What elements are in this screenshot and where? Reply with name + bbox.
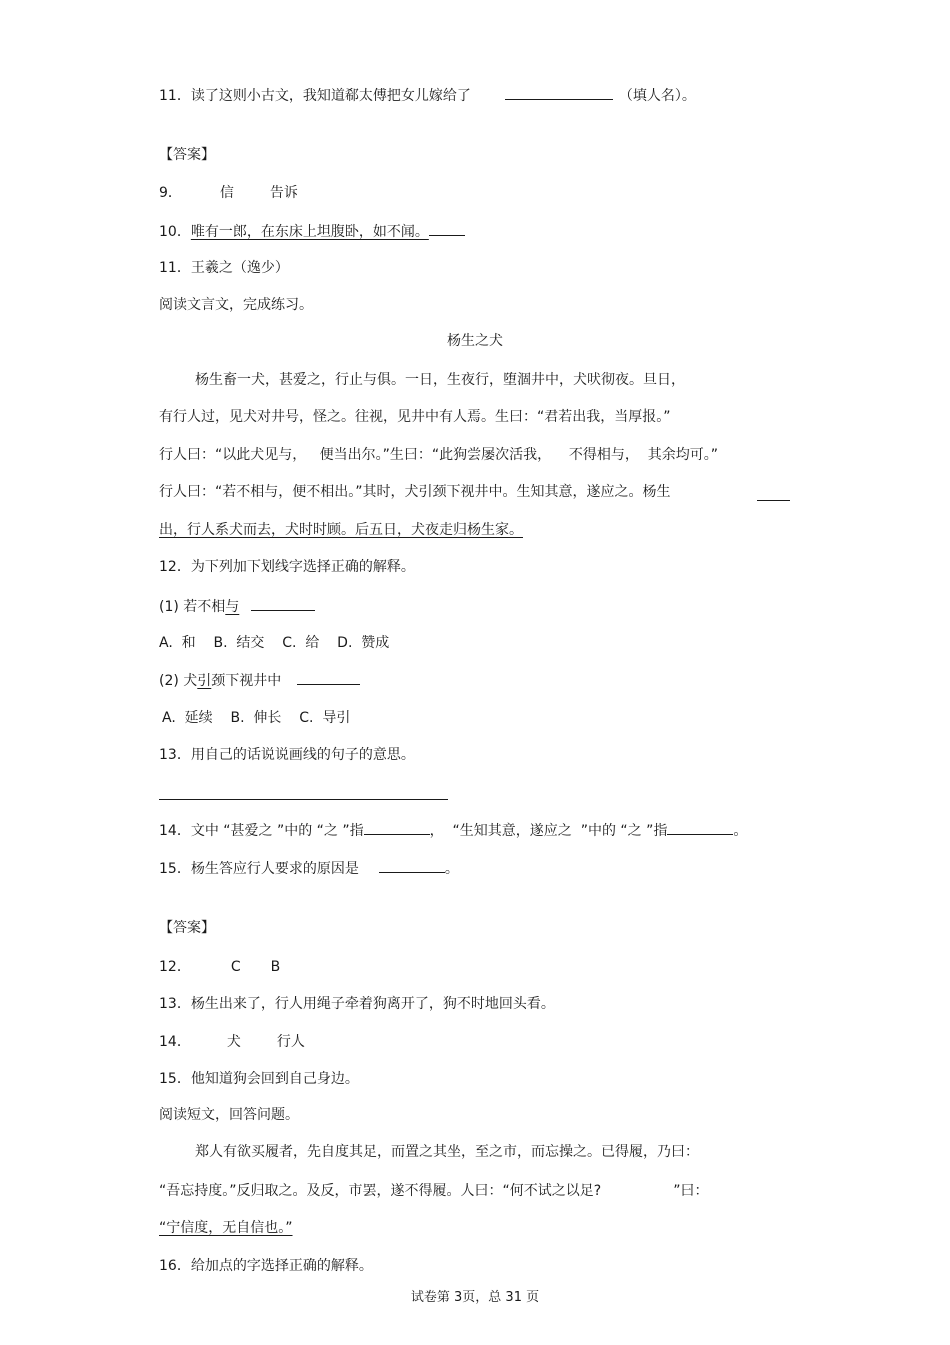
question-16: 16．给加点的字选择正确的解释。 — [159, 1258, 373, 1274]
part-1-text: (1) 若不相 — [159, 599, 226, 615]
answer-9-value-1: 信 — [219, 185, 234, 201]
answer-label: 【答案】 — [159, 147, 215, 163]
question-15-text: 15．杨生答应行人要求的原因是 — [159, 861, 359, 877]
part-2-text: 颈下视井中 — [211, 673, 282, 689]
passage-line-part-a: “吾忘持度。”反归取之。及反，市罢，遂不得履。人曰：“何不试之以足? — [159, 1183, 602, 1199]
underlined-char: 引 — [197, 673, 212, 689]
underlined-char: 与 — [225, 599, 240, 615]
underline-tail — [429, 221, 465, 236]
answer-9-number: 9． — [159, 185, 182, 201]
answer-line — [159, 799, 448, 800]
answer-14-value-2: 行人 — [276, 1034, 305, 1050]
passage-line: 杨生畜一犬，甚爱之，行止与俱。一日，生夜行，堕涸井中，犬吠彻夜。旦日， — [195, 372, 685, 388]
answer-blank — [505, 85, 613, 100]
question-11-text: 11．读了这则小古文，我知道郗太傅把女儿嫁给了 — [159, 88, 471, 104]
question-13: 13．用自己的话说说画线的句子的意思。 — [159, 747, 415, 763]
answer-12-value-1: C — [230, 959, 241, 975]
passage-title: 杨生之犬 — [447, 333, 503, 349]
answer-10 — [159, 221, 465, 242]
answer-10-number: 10． — [159, 224, 191, 240]
answer-14 — [159, 1032, 305, 1052]
answer-12-number: 12． — [159, 959, 191, 975]
question-14-part-a: 14．文中 “甚爱之 ”中的 “之 ”指 — [159, 823, 364, 839]
answer-12 — [159, 957, 280, 977]
answer-11: 11．王羲之（逸少） — [159, 260, 289, 276]
answer-label: 【答案】 — [159, 920, 215, 936]
question-14-part-c: 。 — [733, 823, 748, 839]
answer-14-value-1: 犬 — [226, 1034, 241, 1050]
answer-blank — [667, 820, 733, 835]
question-11-suffix: （填人名）。 — [618, 88, 696, 104]
answer-blank — [297, 670, 360, 685]
answer-12-value-2: B — [270, 959, 281, 975]
passage-line: 有行人过，见犬对井号，怪之。往视，见井中有人焉。生曰：“君若出我，当厚报。” — [159, 409, 671, 425]
question-15-end: 。 — [444, 861, 459, 877]
answer-9 — [159, 183, 298, 203]
passage-line-underlined — [159, 1218, 293, 1238]
answer-13: 13．杨生出来了，行人用绳子牵着狗离开了，狗不时地回头看。 — [159, 996, 555, 1012]
question-12-options-1: A. 和 B. 结交 C. 给 D. 赞成 — [159, 635, 390, 651]
question-12: 12．为下列加下划线字选择正确的解释。 — [159, 559, 415, 575]
page-footer: 试卷第 3页，总 31 页 — [410, 1290, 540, 1305]
question-12-part-1 — [159, 596, 315, 617]
answer-14-number: 14． — [159, 1034, 191, 1050]
answer-9-value-2: 告诉 — [269, 185, 298, 201]
underline-segment — [757, 500, 790, 501]
reading-intro: 阅读短文，回答问题。 — [159, 1107, 299, 1123]
question-11 — [159, 85, 696, 106]
passage-line — [159, 1181, 708, 1201]
question-14 — [159, 820, 747, 841]
reading-intro: 阅读文言文，完成练习。 — [159, 297, 313, 313]
question-12-options-2: A. 延续 B. 伸长 C. 导引 — [162, 710, 351, 726]
answer-10-text: 唯有一郎，在东床上坦腹卧，如不闻。 — [190, 224, 429, 240]
answer-blank — [251, 596, 315, 611]
answer-blank — [364, 820, 430, 835]
answer-blank — [379, 858, 445, 873]
part-2-prefix: (2) 犬 — [159, 673, 198, 689]
answer-15: 15．他知道狗会回到自己身边。 — [159, 1071, 359, 1087]
passage-line: 郑人有欲买履者，先自度其足，而置之其坐，至之市，而忘操之。已得履，乃曰： — [195, 1144, 699, 1160]
passage-line: 行人曰：“以此犬见与， 便当出尔。”生曰：“此狗尝屡次活我， 不得相与， 其余均可。” — [159, 447, 719, 463]
question-15 — [159, 858, 459, 879]
passage-line: 行人曰：“若不相与，便不相出。”其时，犬引颈下视井中。生知其意，遂应之。杨生 — [159, 484, 671, 500]
passage-line-part-b: ”曰： — [673, 1183, 709, 1199]
passage-line-underlined: 出，行人系犬而去，犬时时顾。后五日，犬夜走归杨生家。 — [159, 522, 523, 538]
question-14-part-b: ， “生知其意，遂应之 ”中的 “之 ”指 — [429, 823, 668, 839]
question-12-part-2 — [159, 670, 360, 691]
underlined-text: “宁信度，无自信也。” — [159, 1220, 293, 1236]
